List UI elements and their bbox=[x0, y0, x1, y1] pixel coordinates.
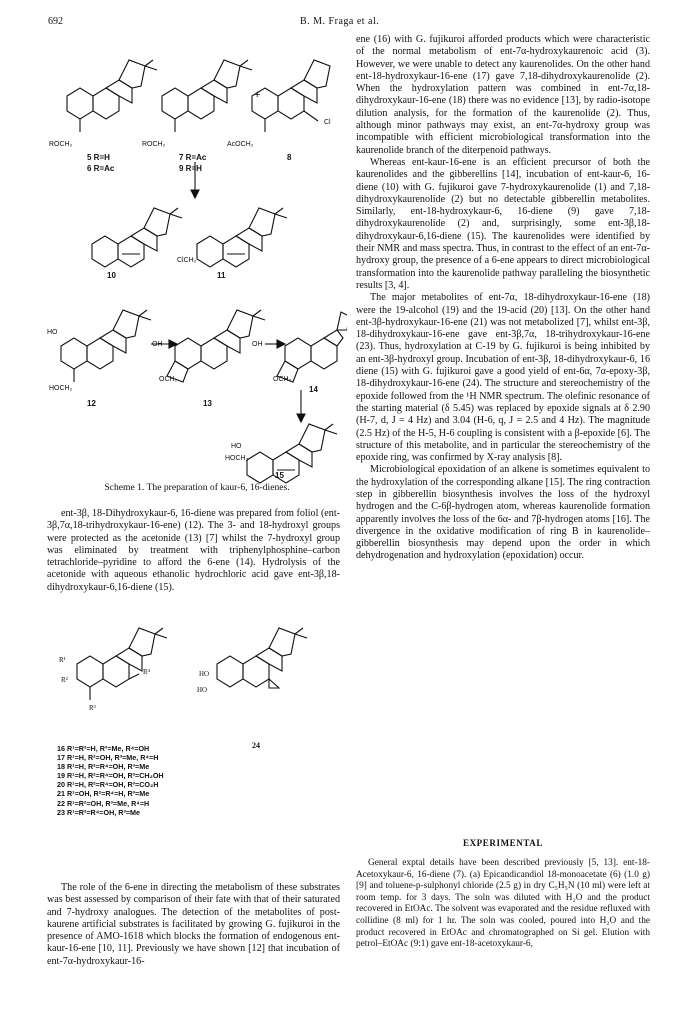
label-roch2-a: ROCH₂ bbox=[49, 141, 73, 148]
label-roch2-b: ROCH₂ bbox=[142, 141, 166, 148]
paragraph: ene (16) with G. fujikuroi afforded products which were characteristic of the normal metabolism of ent-7α-hydroxykaurenoic acid (3). However, we were unable to detect any kaurenolides. On the other hand ent-18-hydroxykaur-16-ene (17) gave 7,18-dihydroxykaurenolide (2). When the hydroxylation pattern was combined in ent-7α,18-dihydroxykaur-16-ene (18) there was no evidence [13], by radio-isotope dilution analysis, for the formation of the kaurenolide (2). Thus, although minor pathways may exist, an ent-7α-hydroxy group was incompatible with efficient microbiological transformation into the kaurenolide branch of the diterpenoid pathways. bbox=[356, 34, 650, 156]
paragraph: The role of the 6-ene in directing the metabolism of these substrates was best assessed by comparison of their fate with that of their saturated and 7-hydroxy analogues. The detection of the metabolites of post-kaurene artificial substrates is facilitated by growing G. fujikuroi in the presence of AMO-1618 which blocks the formation of endogenous ent-kaur-16-ene [10, 11]. Previously we have shown [12] that incubation of ent-7α-hydroxykaur-16- bbox=[47, 882, 340, 967]
label-5: 5 R=H bbox=[87, 153, 110, 162]
label-13: 13 bbox=[203, 399, 212, 408]
label-cl: Cl bbox=[324, 119, 331, 126]
scheme-1-structures bbox=[47, 34, 347, 504]
structure-5-6 bbox=[67, 60, 157, 132]
label-ho-b: HO bbox=[197, 686, 208, 694]
label-oh-2: OH bbox=[252, 341, 263, 348]
label-r1: R¹ bbox=[59, 656, 66, 664]
running-head: B. M. Fraga et al. bbox=[300, 16, 380, 27]
structure-16-23 bbox=[77, 628, 167, 700]
substituent-list bbox=[57, 744, 164, 817]
label-och2-a: OCH₂ bbox=[159, 376, 178, 383]
paragraph: Whereas ent-kaur-16-ene is an efficient precursor of both the kaurenolides and the gibberellins [14], incubation of ent-kaur-6, 16-diene (10) with G. fujikuroi gave 7-hydroxykaurenolide (1) and 7,18-dihydroxykaurenolide (2) but no detectable gibberellin metabolites. Similarly, ent-18-hydroxykaur-6, 16-diene (9) gave 7,18-dihydroxykaurenolide (2) and, surprisingly, some ent-3β,18-dihydroxykaur-6,16-diene (15). The kaurenolides were identified by their NMR and mass spectra. Thus, in contrast to the effect of an ent-7α-hydroxy group, the presence of a 6-ene appears to direct microbiological transformation into the kaurenolide pathway paralleling the biosynthetic results [3, 4]. bbox=[356, 156, 650, 291]
label-6: 6 R=Ac bbox=[87, 164, 115, 173]
label-ho-1: HO bbox=[47, 329, 58, 336]
label-r2: R² bbox=[61, 676, 68, 684]
substituent-line: 19 R¹=H, R²=R⁴=OH, R³=CH₂OH bbox=[57, 771, 164, 781]
label-15: 15 bbox=[275, 471, 284, 480]
structure-10 bbox=[92, 208, 182, 267]
experimental-text bbox=[356, 858, 650, 951]
label-hoch2-b: HOCH₂ bbox=[225, 455, 249, 462]
label-12: 12 bbox=[87, 399, 96, 408]
paragraph: General exptal details have been described previously [5, 13]. ent-18-Acetoxykaur-6, 16-diene (7). (a) Epicandicandiol 18-monoacetate (6) (1.0 g) [9] and toluene-p-sulphonyl chloride (2.5 g) in dry C₅H₅N (10 ml) were left at room temp. for 3 days. The soln was diluted with H₂O and the product recovered in EtOAc. The solvent was evaporated and the residue refluxed with collidine (8 ml) for 1 hr. The soln was cooled, poured into H₂O and the product recovered in EtOAc and chromatographed on Si gel. Elution with petrol–EtOAc (9:1) gave ent-18-acetoxykaur-6, bbox=[356, 858, 650, 950]
label-7: 7 R=Ac bbox=[179, 153, 207, 162]
label-r3: R³ bbox=[89, 704, 96, 712]
label-9: 9 R=H bbox=[179, 164, 202, 173]
scheme-caption: Scheme 1. The preparation of kaur-6, 16-dienes. bbox=[104, 482, 290, 493]
substituent-line: 23 R¹=R²=R⁴=OH, R³=Me bbox=[57, 807, 141, 817]
label-ho-a: HO bbox=[199, 670, 210, 678]
label-plus: + bbox=[254, 89, 261, 101]
label-24: 24 bbox=[252, 741, 260, 750]
label-hoch2-a: HOCH₂ bbox=[49, 385, 73, 392]
structure-15 bbox=[247, 424, 337, 483]
substituent-line: 21 R¹=OH, R²=R⁴=H, R³=Me bbox=[57, 789, 150, 799]
structure-12 bbox=[61, 310, 151, 382]
structure-11 bbox=[197, 208, 287, 267]
substituent-line: 17 R¹=H, R²=OH, R³=Me, R⁴=H bbox=[57, 753, 159, 763]
label-11: 11 bbox=[217, 271, 226, 280]
label-clch2: ClCH₂ bbox=[177, 257, 197, 264]
substituent-line: 18 R¹=H, R²=R⁴=OH, R³=Me bbox=[57, 762, 150, 772]
label-oh-1: OH bbox=[152, 341, 163, 348]
label-r4: R⁴ bbox=[143, 668, 151, 676]
label-8: 8 bbox=[287, 153, 292, 162]
structure-7-9 bbox=[162, 60, 252, 132]
paragraph: ent-3β, 18-Dihydroxykaur-6, 16-diene was prepared from foliol (ent-3β,7α,18-trihydroxykaur-16-ene) (12). The 3- and 18-hydroxyl groups were protected as the acetonide (13) [7] whilst the 7-hydroxyl group was eliminated by treatment with triphenylphosphine–carbon tetrachloride–pyridine to afford the 6-ene (14). Hydrolysis of the acetonide with aqueous ethanolic hydrochloric acid gave ent-3β,18-dihydroxykaur-6,16-diene (15). bbox=[47, 508, 340, 593]
structure-24 bbox=[217, 628, 307, 688]
label-ho-2: HO bbox=[231, 443, 242, 450]
label-10: 10 bbox=[107, 271, 116, 280]
section-heading-experimental: EXPERIMENTAL bbox=[462, 838, 544, 848]
structure-13 bbox=[167, 310, 265, 382]
label-och2-b: OCH₂ bbox=[273, 376, 292, 383]
right-column bbox=[356, 34, 650, 563]
substituent-line: 22 R¹=R²=OH, R³=Me, R⁴=H bbox=[57, 798, 150, 808]
left-column-bottom bbox=[47, 882, 340, 968]
structure-8 bbox=[252, 60, 330, 132]
paragraph: The major metabolites of ent-7α, 18-dihydroxykaur-16-ene (18) were the 19-alcohol (19) and the 19-acid (20) [13]. On the other hand ent-3β-hydroxykaur-16-ene (21) was not metabolized [7], whilst ent-3β, 18-dihydroxykaur-16-ene gave ent-3β,7α, 18-trihydroxykaur-16-ene (23). Thus, hydroxylation at C-19 by G. fujikuroi is being inhibited by an ent-3β-hydroxyl group. Incubation of ent-3β, 18-dihydroxykaur-6, 16 diene (15) with G. fujikuroi gave a good yield of ent-6α, 7α-epoxy-3β, 18-dihydroxykaur-16-ene (24). The structure and stereochemistry of the epoxide followed from the ¹H NMR spectrum. The olefinic resonance of the starting material (δ 5.45) was replaced by epoxide signals at δ 2.90 (H-7, d, J = 4 Hz) and 3.04 (H-6, q, J = 2.5 and 4 Hz). The magnitude (2.5 Hz) of the H-5, H-6 coupling is consistent with a β-epoxide [6]. The structure of this metabolite, and in particular the stereochemistry of the epoxide ring, was confirmed by X-ray analysis [8]. bbox=[356, 292, 650, 464]
page-number: 692 bbox=[48, 16, 63, 27]
substituent-line: 16 R¹=R²=H, R³=Me, R⁴=OH bbox=[57, 744, 150, 753]
paragraph: Microbiological epoxidation of an alkene is sometimes equivalent to the hydroxylation of the corresponding alkane [15]. The ring contraction step in gibberellin biosynthesis involves the loss of the hydroxyl hydrogen and the C-6β-hydrogen atom, whereas kaurenolide formation apparently involves the loss of the 6α- and 7β-hydrogen atoms [16]. The divergence in the oxidative modification of ring B in kaurenolide–gibberellin biosynthesis may depend upon the order in which dehydrogenation and hydroxylation (epoxidation) occur. bbox=[356, 464, 650, 562]
label-14: 14 bbox=[309, 385, 318, 394]
substituent-line: 20 R¹=H, R²=R⁴=OH, R³=CO₂H bbox=[57, 780, 159, 790]
structure-14 bbox=[277, 312, 347, 382]
label-acoch2: AcOCH₂ bbox=[227, 141, 254, 148]
left-column-top bbox=[47, 508, 340, 594]
